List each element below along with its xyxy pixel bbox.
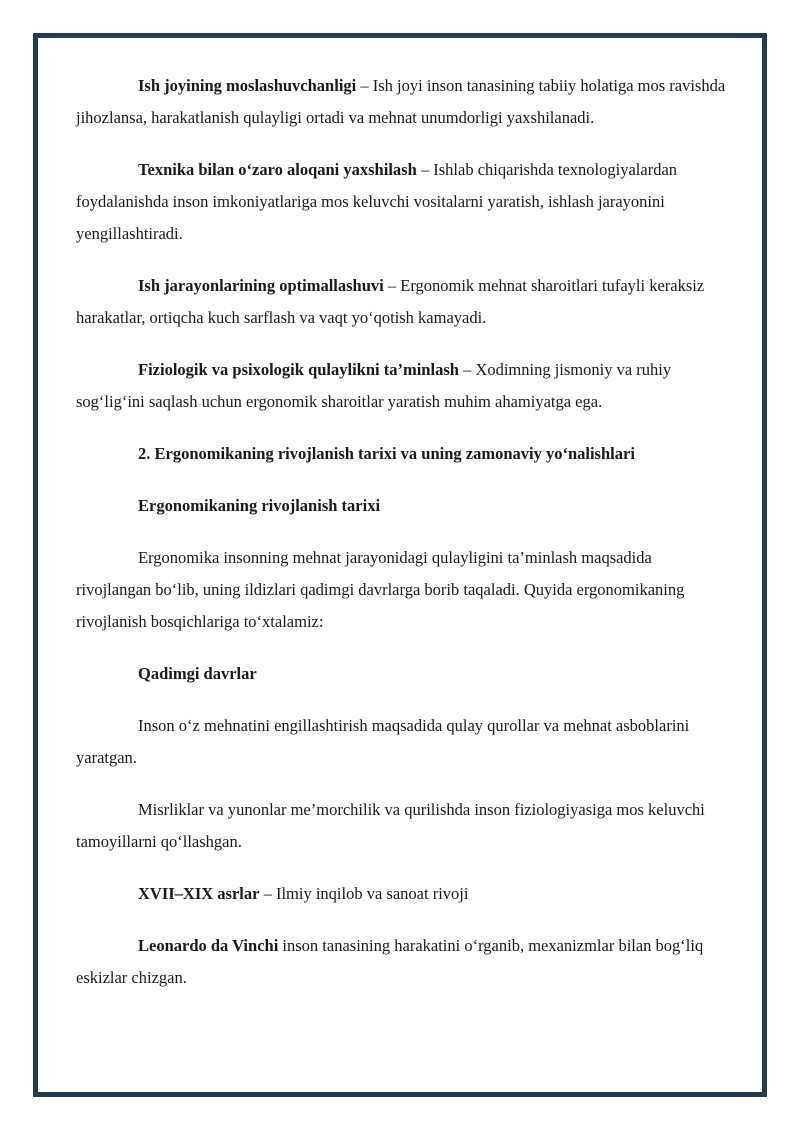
paragraph-physio-psych-comfort [76,354,726,418]
term-description: – Ish joyi inson tanasining tabiiy holatiga mos ravishda jihozlansa, harakatlanish qulayligi ortadi va mehnat unumdorligi yaxshilanadi. [76,76,726,127]
paragraph-workplace-flexibility [76,70,726,134]
paragraph-process-optimization [76,270,726,334]
term-label: Texnika bilan o‘zaro aloqani yaxshilash [138,160,417,179]
term-label: Fiziologik va psixologik qulaylikni ta’minlash [138,360,459,379]
paragraph-history-intro: Ergonomika insonning mehnat jarayonidagi qulayligini ta’minlash maqsadida rivojlangan bo‘lib, uning ildizlari qadimgi davrlarga borib taqaladi. Quyida ergonomikaning rivojlanish bosqichlariga to‘xtalamiz: [76,548,685,631]
paragraph-era-heading [76,878,726,910]
subheading-ancient: Qadimgi davrlar [138,664,257,683]
term-label: Ish joyining moslashuvchanligi [138,76,357,95]
term-description: – Xodimning jismoniy va ruhiy sog‘lig‘ini saqlash uchun ergonomik sharoitlar yaratish muhim ahamiyatga ega. [76,360,672,411]
paragraph-leonardo [76,930,726,994]
document-body [76,70,726,1014]
era-description: – Ilmiy inqilob va sanoat rivoji [259,884,469,903]
paragraph-ancient-tools: Inson o‘z mehnatini engillashtirish maqsadida qulay qurollar va mehnat asboblarini yaratgan. [76,716,690,767]
term-description: – Ergonomik mehnat sharoitlari tufayli keraksiz harakatlar, ortiqcha kuch sarflash va vaqt yo‘qotish kamayadi. [76,276,705,327]
subheading-history: Ergonomikaning rivojlanish tarixi [138,496,381,515]
term-label: Ish jarayonlarining optimallashuvi [138,276,384,295]
paragraph-technology-interaction [76,154,726,250]
person-description: inson tanasining harakatini o‘rganib, mexanizmlar bilan bog‘liq eskizlar chizgan. [76,936,704,987]
era-label: XVII–XIX asrlar [138,884,260,903]
paragraph-ancient-architecture: Misrliklar va yunonlar me’morchilik va qurilishda inson fiziologiyasiga mos keluvchi tamoyillarni qo‘llashgan. [76,800,705,851]
person-name: Leonardo da Vinchi [138,936,279,955]
term-description: – Ishlab chiqarishda texnologiyalardan foydalanishda inson imkoniyatlariga mos keluvchi vositalarni yaratish, ishlash jarayonini yengillashtiradi. [76,160,678,243]
section-heading: 2. Ergonomikaning rivojlanish tarixi va uning zamonaviy yo‘nalishlari [138,444,635,463]
